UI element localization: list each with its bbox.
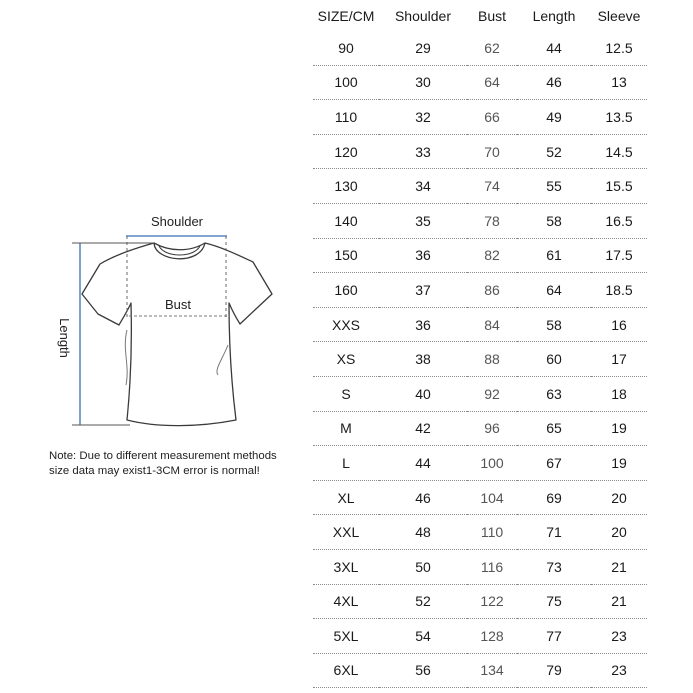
cell-size: 5XL <box>313 619 379 654</box>
cell-shoulder: 29 <box>379 31 467 65</box>
cell-length: 46 <box>517 65 591 100</box>
cell-size: 150 <box>313 238 379 273</box>
cell-sleeve: 20 <box>591 480 647 515</box>
header-size: SIZE/CM <box>317 7 375 24</box>
cell-shoulder: 33 <box>379 134 467 169</box>
cell-bust: 84 <box>467 307 517 342</box>
cell-size: XS <box>313 342 379 377</box>
cell-size: 120 <box>313 134 379 169</box>
table-row <box>313 446 647 481</box>
cell-length: 58 <box>517 203 591 238</box>
tshirt-collar <box>154 243 205 259</box>
header-shoulder: Shoulder <box>394 7 452 24</box>
note-line-1: Note: Due to different measurement methods <box>49 450 277 462</box>
cell-length: 61 <box>517 238 591 273</box>
cell-size: S <box>313 376 379 411</box>
cell-bust: 122 <box>467 584 517 619</box>
cell-bust: 110 <box>467 515 517 550</box>
cell-sleeve: 23 <box>591 619 647 654</box>
cell-size: 90 <box>313 31 379 65</box>
table-row <box>313 549 647 584</box>
table-row <box>313 584 647 619</box>
cell-bust: 66 <box>467 100 517 135</box>
cell-shoulder: 48 <box>379 515 467 550</box>
cell-sleeve: 17 <box>591 342 647 377</box>
table-row <box>313 411 647 446</box>
cell-shoulder: 38 <box>379 342 467 377</box>
table-row <box>313 100 647 135</box>
cell-bust: 88 <box>467 342 517 377</box>
cell-size: 100 <box>313 65 379 100</box>
cell-size: M <box>313 411 379 446</box>
cell-bust: 104 <box>467 480 517 515</box>
cell-shoulder: 50 <box>379 549 467 584</box>
cell-length: 63 <box>517 376 591 411</box>
cell-length: 52 <box>517 134 591 169</box>
cell-length: 77 <box>517 619 591 654</box>
cell-size: 6XL <box>313 653 379 688</box>
table-row <box>313 342 647 377</box>
table-row <box>313 307 647 342</box>
cell-shoulder: 32 <box>379 100 467 135</box>
cell-bust: 116 <box>467 549 517 584</box>
cell-sleeve: 17.5 <box>591 238 647 273</box>
cell-length: 58 <box>517 307 591 342</box>
cell-bust: 70 <box>467 134 517 169</box>
cell-shoulder: 42 <box>379 411 467 446</box>
table-row <box>313 134 647 169</box>
cell-bust: 92 <box>467 376 517 411</box>
cell-shoulder: 36 <box>379 238 467 273</box>
cell-size: 130 <box>313 169 379 204</box>
cell-length: 75 <box>517 584 591 619</box>
cell-shoulder: 40 <box>379 376 467 411</box>
table-row <box>313 480 647 515</box>
table-row <box>313 376 647 411</box>
cell-sleeve: 16.5 <box>591 203 647 238</box>
size-chart-table <box>313 0 647 688</box>
cell-length: 44 <box>517 31 591 65</box>
cell-bust: 128 <box>467 619 517 654</box>
cell-sleeve: 18 <box>591 376 647 411</box>
cell-shoulder: 37 <box>379 273 467 308</box>
table-header-row <box>313 0 647 31</box>
cell-sleeve: 21 <box>591 549 647 584</box>
cell-shoulder: 30 <box>379 65 467 100</box>
tshirt-outline <box>82 243 272 426</box>
table-row <box>313 653 647 688</box>
size-rows <box>313 31 647 688</box>
cell-length: 64 <box>517 273 591 308</box>
tshirt-side-fold <box>125 330 127 385</box>
cell-sleeve: 20 <box>591 515 647 550</box>
tshirt-side-fold <box>217 345 228 375</box>
tshirt-measurement-diagram <box>0 0 320 693</box>
cell-length: 49 <box>517 100 591 135</box>
cell-size: 4XL <box>313 584 379 619</box>
cell-sleeve: 23 <box>591 653 647 688</box>
cell-bust: 62 <box>467 31 517 65</box>
cell-shoulder: 44 <box>379 446 467 481</box>
cell-sleeve: 18.5 <box>591 273 647 308</box>
cell-sleeve: 19 <box>591 446 647 481</box>
table-row <box>313 169 647 204</box>
cell-size: 110 <box>313 100 379 135</box>
cell-size: L <box>313 446 379 481</box>
cell-size: XL <box>313 480 379 515</box>
cell-size: 140 <box>313 203 379 238</box>
cell-sleeve: 15.5 <box>591 169 647 204</box>
cell-shoulder: 35 <box>379 203 467 238</box>
cell-length: 60 <box>517 342 591 377</box>
table-row <box>313 273 647 308</box>
note-line-2: size data may exist1-3CM error is normal! <box>49 465 260 477</box>
cell-length: 69 <box>517 480 591 515</box>
header-sleeve: Sleeve <box>597 7 641 24</box>
cell-length: 79 <box>517 653 591 688</box>
cell-sleeve: 14.5 <box>591 134 647 169</box>
cell-bust: 134 <box>467 653 517 688</box>
cell-bust: 96 <box>467 411 517 446</box>
cell-sleeve: 12.5 <box>591 31 647 65</box>
cell-length: 71 <box>517 515 591 550</box>
table-row <box>313 203 647 238</box>
table-row <box>313 238 647 273</box>
cell-shoulder: 56 <box>379 653 467 688</box>
cell-size: XXS <box>313 307 379 342</box>
length-label: Length <box>57 318 72 358</box>
table-row <box>313 31 647 65</box>
cell-sleeve: 21 <box>591 584 647 619</box>
cell-bust: 86 <box>467 273 517 308</box>
cell-size: 160 <box>313 273 379 308</box>
table-row <box>313 65 647 100</box>
cell-size: 3XL <box>313 549 379 584</box>
measurement-note <box>49 449 311 479</box>
cell-shoulder: 54 <box>379 619 467 654</box>
cell-length: 67 <box>517 446 591 481</box>
cell-sleeve: 19 <box>591 411 647 446</box>
cell-bust: 100 <box>467 446 517 481</box>
header-bust: Bust <box>477 7 506 24</box>
table-row <box>313 515 647 550</box>
cell-size: XXL <box>313 515 379 550</box>
cell-sleeve: 16 <box>591 307 647 342</box>
cell-bust: 78 <box>467 203 517 238</box>
cell-length: 73 <box>517 549 591 584</box>
table-row <box>313 619 647 654</box>
cell-length: 55 <box>517 169 591 204</box>
cell-length: 65 <box>517 411 591 446</box>
cell-shoulder: 36 <box>379 307 467 342</box>
cell-sleeve: 13.5 <box>591 100 647 135</box>
cell-bust: 82 <box>467 238 517 273</box>
cell-bust: 74 <box>467 169 517 204</box>
bust-label: Bust <box>164 297 192 312</box>
cell-shoulder: 34 <box>379 169 467 204</box>
cell-shoulder: 52 <box>379 584 467 619</box>
shoulder-label: Shoulder <box>150 214 204 229</box>
cell-shoulder: 46 <box>379 480 467 515</box>
cell-bust: 64 <box>467 65 517 100</box>
cell-sleeve: 13 <box>591 65 647 100</box>
header-length: Length <box>532 7 576 24</box>
